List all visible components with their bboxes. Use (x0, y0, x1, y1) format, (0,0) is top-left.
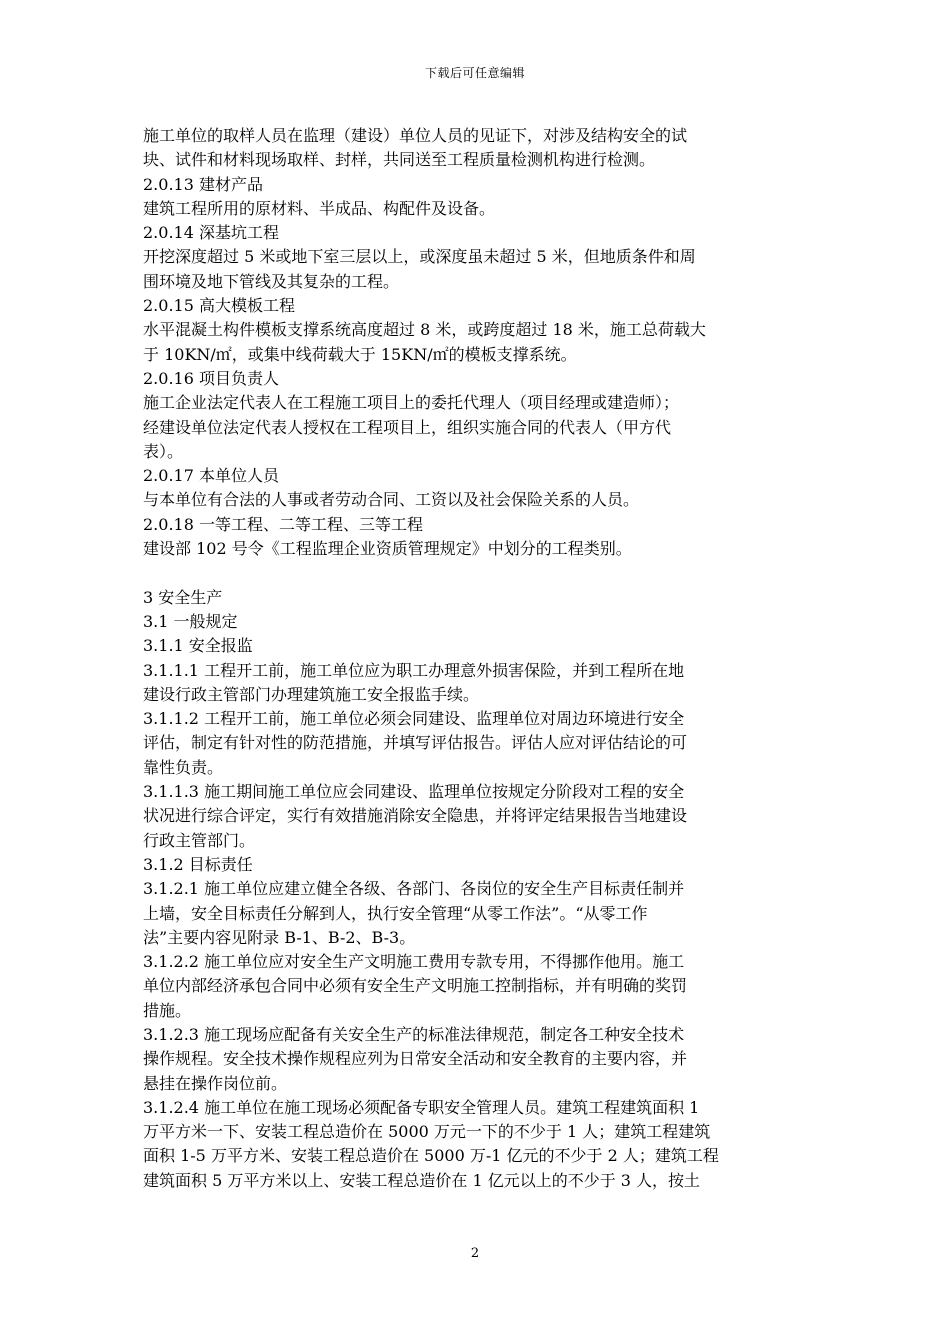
text-line: 建设行政主管部门办理建筑施工安全报监手续。 (143, 684, 480, 704)
blank-line (143, 561, 811, 585)
text-line: 3.1.1.3 施工期间施工单位应会同建设、监理单位按规定分阶段对工程的安全 (143, 782, 685, 802)
text-line: 开挖深度超过 5 米或地下室三层以上，或深度虽未超过 5 米，但地质条件和周 (143, 247, 696, 267)
text-line: 评估，制定有针对性的防范措施，并填写评估报告。评估人应对评估结论的可 (143, 733, 688, 753)
text-line: 建筑面积 5 万平方米以上、安装工程总造价在 1 亿元以上的不少于 3 人，按土 (143, 1170, 701, 1190)
text-line: 块、试件和材料现场取样、封样，共同送至工程质量检测机构进行检测。 (143, 150, 656, 170)
text-line: 面积 1-5 万平方米、安装工程总造价在 5000 万-1 亿元的不少于 2 人；建筑工程 (143, 1146, 719, 1166)
text-line: 经建设单位法定代表人授权在工程项目上，组织实施合同的代表人（甲方代 (143, 417, 672, 437)
text-line: 2.0.15 高大模板工程 (143, 296, 295, 316)
text-line: 3.1.1.1 工程开工前，施工单位应为职工办理意外损害保险，并到工程所在地 (143, 660, 685, 680)
text-line: 靠性负责。 (143, 757, 224, 777)
text-line: 3.1.2.1 施工单位应建立健全各级、各部门、各岗位的安全生产目标责任制并 (143, 879, 685, 899)
text-line: 3.1.2.4 施工单位在施工现场必须配备专职安全管理人员。建筑工程建筑面积 1 (143, 1097, 700, 1117)
text-line: 3.1.1.2 工程开工前，施工单位必须会同建设、监理单位对周边环境进行安全 (143, 709, 685, 729)
text-line: 表）。 (143, 441, 184, 461)
page-number: 2 (470, 1246, 480, 1261)
text-line: 3.1.2.3 施工现场应配备有关安全生产的标准法律规范，制定各工种安全技术 (143, 1024, 685, 1044)
text-line: 状况进行综合评定，实行有效措施消除安全隐患，并将评定结果报告当地建设 (143, 806, 688, 826)
text-line: 2.0.13 建材产品 (143, 174, 263, 194)
text-line: 3.1.2.2 施工单位应对安全生产文明施工费用专款专用，不得挪作他用。施工 (143, 952, 685, 972)
text-line: 措施。 (143, 1000, 192, 1020)
text-line: 建筑工程所用的原材料、半成品、构配件及设备。 (143, 198, 496, 218)
text-line: 围环境及地下管线及其复杂的工程。 (143, 271, 400, 291)
text-line: 万平方米一下、安装工程总造价在 5000 万元一下的不少于 1 人；建筑工程建筑 (143, 1122, 711, 1142)
text-line: 单位内部经济承包合同中必须有安全生产文明施工控制指标，并有明确的奖罚 (143, 976, 688, 996)
text-line: 施工单位的取样人员在监理（建设）单位人员的见证下，对涉及结构安全的试 (143, 126, 688, 145)
text-line: 上墙，安全目标责任分解到人，执行安全管理“从零工作法”。“从零工作 (143, 903, 648, 923)
text-line: 3 安全生产 (143, 587, 223, 607)
text-line: 3.1.2 目标责任 (143, 854, 253, 874)
text-line: 悬挂在操作岗位前。 (143, 1073, 288, 1093)
text-line: 3.1 一般规定 (143, 611, 238, 631)
text-line: 2.0.18 一等工程、二等工程、三等工程 (143, 514, 423, 534)
page-header: 下载后可任意编辑 (424, 66, 525, 80)
text-line: 2.0.16 项目负责人 (143, 368, 279, 388)
text-line: 施工企业法定代表人在工程施工项目上的委托代理人（项目经理或建造师）； (143, 393, 680, 413)
text-line: 2.0.17 本单位人员 (143, 466, 279, 486)
text-line: 建设部 102 号令《工程监理企业资质管理规定》中划分的工程类别。 (143, 539, 632, 559)
text-line: 于 10KN/㎡，或集中线荷载大于 15KN/㎡的模板支撑系统。 (143, 344, 577, 364)
text-line: 3.1.1 安全报监 (143, 636, 253, 656)
document-body (143, 124, 811, 1193)
text-line: 行政主管部门。 (143, 830, 256, 850)
text-line: 操作规程。安全技术操作规程应列为日常安全活动和安全教育的主要内容，并 (143, 1049, 688, 1069)
text-line: 与本单位有合法的人事或者劳动合同、工资以及社会保险关系的人员。 (143, 490, 640, 510)
text-line: 法”主要内容见附录 B-1、B-2、B-3。 (143, 927, 416, 947)
text-line: 水平混凝土构件模板支撑系统高度超过 8 米，或跨度超过 18 米，施工总荷载大 (143, 320, 706, 340)
text-line: 2.0.14 深基坑工程 (143, 223, 279, 243)
